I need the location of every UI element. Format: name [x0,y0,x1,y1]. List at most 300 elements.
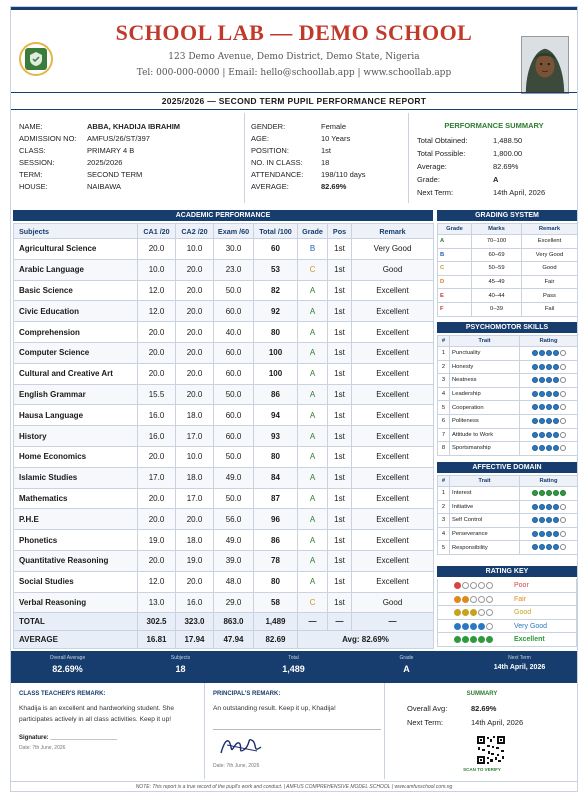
rating-dot-icon [546,432,552,438]
position-value: 1st [328,405,352,426]
ca2-score: 20.0 [176,259,214,280]
grading-remark: Good [522,262,578,276]
total-cell: — [298,613,328,631]
attendance-label: ATTENDANCE: [251,170,304,179]
ca2-score: 10.0 [176,239,214,260]
rating-key-row [437,593,577,607]
trait-number: 5 [438,401,450,415]
ca2-score: 20.0 [176,280,214,301]
rating-dot-icon [553,350,559,356]
position-value: 1st [321,146,332,155]
rating-dot-icon [454,582,461,589]
ca2-score: 20.0 [176,571,214,592]
rating-dot-icon [470,623,477,630]
summary-title: SUMMARY [466,691,498,697]
total-score: 100 [254,363,298,384]
perf-label: Grade: [417,175,440,184]
trait-number: 2 [438,360,450,374]
rating-dot-icon [532,364,538,370]
rating-dot-icon [532,504,538,510]
rating-dot-icon [486,609,493,616]
rating-dot-icon [560,377,566,383]
grade-value: A [298,446,328,467]
gender-value: Female [321,122,347,131]
strip-label: Total [288,655,299,661]
exam-score: 60.0 [214,301,254,322]
total-score: 92 [254,301,298,322]
average-cell: 17.94 [176,631,214,649]
ca2-score: 20.0 [176,384,214,405]
table-row [14,592,434,613]
trait-row [438,360,578,374]
perf-label: Total Possible: [417,149,466,158]
rating-dot-icon [532,531,538,537]
trait-row [438,374,578,388]
grading-remark: Very Good [522,248,578,262]
subject-name: Home Economics [14,446,138,467]
position-value: 1st [328,239,352,260]
rating-key-label: Good [514,609,532,616]
rating-indicator [532,544,566,550]
rating-dots [520,500,578,514]
col-header: Total /100 [254,224,298,239]
rating-dot-icon [546,404,552,410]
rating-dot-icon [553,517,559,523]
attendance-value: 198/110 days [321,170,366,179]
rating-dots [520,360,578,374]
strip-grade [350,655,463,674]
grade-value: A [298,322,328,343]
table-row [14,426,434,447]
table-row [14,280,434,301]
rating-dots [520,541,578,555]
exam-score: 60.0 [214,426,254,447]
position-value: 1st [328,571,352,592]
perf-value: 1,800.00 [493,149,523,158]
total-cell: 1,489 [254,613,298,631]
ca2-score: 17.0 [176,488,214,509]
rating-dot-icon [470,609,477,616]
perf-label: Total Obtained: [417,136,468,145]
rating-dot-icon [546,490,552,496]
footer-note: NOTE: This report is a true record of the pupil's work and conduct. | AMFUS COMPREHENSIVE MODEL SCHOOL | www.amfusschool.com.ng [11,781,577,792]
grade-value: A [298,405,328,426]
grade-value: A [298,342,328,363]
remark-value: Good [352,259,434,280]
ca1-score: 20.0 [138,509,176,530]
rating-dot-icon [546,445,552,451]
rating-key-row [437,620,577,634]
remark-value: Excellent [352,550,434,571]
rating-key-row [437,579,577,593]
trait-number: 3 [438,374,450,388]
exam-score: 49.0 [214,467,254,488]
rating-dots [520,401,578,415]
grading-marks: 60–69 [472,248,522,262]
rating-dot-icon [560,350,566,356]
position-label: POSITION: [251,146,289,155]
rating-dot-icon [486,596,493,603]
rating-dot-icon [560,391,566,397]
summary-box [385,683,578,779]
academic-table [13,223,434,649]
trait-name: Leadership [450,387,520,401]
student-info-col-1 [11,113,245,203]
gender-label: GENDER: [251,122,286,131]
exam-score: 56.0 [214,509,254,530]
no-in-class-label: NO. IN CLASS: [251,158,303,167]
rating-dot-icon [560,504,566,510]
grading-table [437,223,578,317]
rating-dot-icon [539,391,545,397]
summary-avg-label: Overall Avg: [407,704,448,713]
exam-score: 48.0 [214,571,254,592]
rating-key-indicator [454,596,493,603]
grading-grade: C [438,262,472,276]
rating-dot-icon [486,582,493,589]
grading-grade: F [438,302,472,316]
rating-dot-icon [560,517,566,523]
rating-key-label: Excellent [514,636,545,643]
rating-dot-icon [539,445,545,451]
rating-key-title: RATING KEY [437,566,577,577]
rating-dot-icon [560,432,566,438]
rating-indicator [532,404,566,410]
rating-dot-icon [553,404,559,410]
trait-name: Punctuality [450,347,520,361]
total-cell: — [352,613,434,631]
remark-value: Very Good [352,239,434,260]
rating-indicator [532,490,566,496]
grading-row [438,289,578,303]
rating-dot-icon [546,418,552,424]
grade-value: A [298,488,328,509]
grade-value: B [298,239,328,260]
subject-name: P.H.E [14,509,138,530]
subject-name: Agricultural Science [14,239,138,260]
subject-name: Social Studies [14,571,138,592]
average-label: AVERAGE: [251,182,289,191]
grade-value: A [298,550,328,571]
ca2-score: 20.0 [176,509,214,530]
rating-dot-icon [532,377,538,383]
rating-dot-icon [560,531,566,537]
trait-number: 6 [438,414,450,428]
grading-grade: B [438,248,472,262]
trait-row [438,414,578,428]
remark-value: Excellent [352,384,434,405]
table-row [14,405,434,426]
col-header: Subjects [14,224,138,239]
grade-value: C [298,592,328,613]
rating-dot-icon [546,377,552,383]
position-value: 1st [328,301,352,322]
position-value: 1st [328,259,352,280]
trait-row [438,401,578,415]
subject-name: Islamic Studies [14,467,138,488]
rating-key-label: Fair [514,595,527,603]
total-score: 86 [254,530,298,551]
strip-label: Subjects [170,655,191,661]
trait-row [438,541,578,555]
position-value: 1st [328,446,352,467]
position-value: 1st [328,592,352,613]
col-header: Grade [438,224,472,235]
strip-value: 18 [175,664,186,674]
grade-value: A [298,509,328,530]
rating-dots [520,387,578,401]
psychomotor-title: PSYCHOMOTOR SKILLS [437,322,577,333]
grade-value: A [298,426,328,447]
rating-dot-icon [532,404,538,410]
total-score: 58 [254,592,298,613]
grade-value: A [298,530,328,551]
strip-label: Grade [399,655,414,661]
rating-dot-icon [553,391,559,397]
grading-grade: E [438,289,472,303]
ca2-score: 17.0 [176,426,214,447]
rating-dot-icon [486,623,493,630]
trait-number: 4 [438,387,450,401]
ca1-score: 15.5 [138,384,176,405]
ca2-score: 20.0 [176,322,214,343]
rating-dot-icon [560,544,566,550]
trait-row [438,527,578,541]
total-score: 100 [254,342,298,363]
grading-marks: 40–44 [472,289,522,303]
perf-value: 1,488.50 [493,136,523,145]
table-row [14,239,434,260]
trait-name: Self Control [450,514,520,528]
total-score: 93 [254,426,298,447]
academic-performance-title: ACADEMIC PERFORMANCE [13,210,433,221]
grade-value: C [298,259,328,280]
rating-dot-icon [532,517,538,523]
rating-dot-icon [454,623,461,630]
rating-indicator [532,531,566,537]
qr-code-icon[interactable] [476,735,506,765]
rating-dot-icon [462,596,469,603]
house-label: HOUSE: [19,182,48,191]
total-score: 78 [254,550,298,571]
rating-dot-icon [539,404,545,410]
exam-score: 60.0 [214,363,254,384]
rating-dot-icon [553,504,559,510]
ca2-score: 18.0 [176,467,214,488]
col-header: CA2 /20 [176,224,214,239]
ca1-score: 20.0 [138,363,176,384]
school-address: 123 Demo Avenue, Demo District, Demo State, Nigeria [168,52,420,62]
school-header [11,10,577,94]
subject-name: Mathematics [14,488,138,509]
rating-key-row [437,633,577,647]
summary-strip [11,651,577,683]
age-label: AGE: [251,134,269,143]
ca1-score: 16.0 [138,405,176,426]
table-row [14,259,434,280]
rating-dot-icon [539,531,545,537]
rating-indicator [532,377,566,383]
principal-divider [213,729,381,730]
subject-name: Quantitative Reasoning [14,550,138,571]
rating-dot-icon [462,609,469,616]
ca1-score: 20.0 [138,322,176,343]
rating-dot-icon [532,544,538,550]
rating-dot-icon [478,596,485,603]
school-contact: Tel: 000-000-0000 | Email: hello@schoollab.app | www.schoollab.app [136,68,452,78]
affective-table [437,475,578,555]
remark-value: Excellent [352,405,434,426]
subject-name: Basic Science [14,280,138,301]
rating-dot-icon [553,418,559,424]
rating-dot-icon [553,445,559,451]
average-cell: 82.69 [254,631,298,649]
perf-value: 14th April, 2026 [493,188,546,197]
position-value: 1st [328,426,352,447]
principal-remark-text: An outstanding result. Keep it up, Khadija! [213,705,336,712]
remark-value: Excellent [352,363,434,384]
position-value: 1st [328,322,352,343]
rating-dot-icon [560,445,566,451]
grading-row [438,262,578,276]
exam-score: 50.0 [214,384,254,405]
trait-row [438,428,578,442]
rating-dot-icon [553,490,559,496]
strip-next-term [463,655,576,671]
rating-dot-icon [454,596,461,603]
rating-dot-icon [478,623,485,630]
student-name: ABBA, KHADIJA IBRAHIM [87,122,181,131]
total-cell: 863.0 [214,613,254,631]
name-label: NAME: [19,122,43,131]
summary-next-value: 14th April, 2026 [471,718,524,727]
average-cell: 16.81 [138,631,176,649]
rating-dot-icon [478,609,485,616]
affective-title: AFFECTIVE DOMAIN [437,462,577,473]
trait-name: Cooperation [450,401,520,415]
rating-dot-icon [553,432,559,438]
ca2-score: 20.0 [176,301,214,322]
total-score: 84 [254,467,298,488]
strip-total [237,655,350,674]
col-header: Exam /60 [214,224,254,239]
strip-value: 14th April, 2026 [493,664,546,671]
col-header: # [438,336,450,347]
total-row [14,613,434,631]
ca2-score: 18.0 [176,530,214,551]
exam-score: 23.0 [214,259,254,280]
total-score: 94 [254,405,298,426]
strip-subjects [124,655,237,674]
rating-dot-icon [478,636,485,643]
grading-row [438,302,578,316]
rating-dot-icon [539,364,545,370]
trait-name: Perseverance [450,527,520,541]
rating-dot-icon [454,609,461,616]
rating-dot-icon [546,517,552,523]
ca2-score: 20.0 [176,342,214,363]
rating-dot-icon [539,377,545,383]
ca2-score: 18.0 [176,405,214,426]
rating-dot-icon [470,636,477,643]
rating-dot-icon [532,391,538,397]
trait-name: Sportsmanship [450,442,520,456]
remark-value: Excellent [352,509,434,530]
average-cell: AVERAGE [14,631,138,649]
rating-indicator [532,391,566,397]
exam-score: 60.0 [214,405,254,426]
remark-value: Excellent [352,280,434,301]
rating-indicator [532,445,566,451]
principal-remark-title: PRINCIPAL'S REMARK: [213,691,281,697]
trait-row [438,500,578,514]
total-score: 96 [254,509,298,530]
subject-name: Verbal Reasoning [14,592,138,613]
trait-row [438,442,578,456]
ca1-score: 20.0 [138,239,176,260]
report-title: 2025/2026 — SECOND TERM PUPIL PERFORMANCE REPORT [11,92,577,110]
principal-remark-date: Date: 7th June, 2026 [213,763,260,769]
total-score: 80 [254,571,298,592]
trait-number: 4 [438,527,450,541]
ca2-score: 20.0 [176,363,214,384]
ca1-score: 20.0 [138,488,176,509]
session-label: SESSION: [19,158,55,167]
grading-marks: 50–59 [472,262,522,276]
rating-dot-icon [462,582,469,589]
trait-name: Interest [450,487,520,501]
subject-name: Arabic Language [14,259,138,280]
session-value: 2025/2026 [87,158,123,167]
student-info-col-2 [245,113,409,203]
trait-number: 8 [438,442,450,456]
rating-indicator [532,432,566,438]
ca1-score: 10.0 [138,259,176,280]
trait-number: 7 [438,428,450,442]
grading-remark: Fair [522,275,578,289]
ca1-score: 20.0 [138,550,176,571]
exam-score: 50.0 [214,280,254,301]
rating-key-indicator [454,609,493,616]
grading-marks: 45–49 [472,275,522,289]
total-cell: — [328,613,352,631]
rating-dots [520,414,578,428]
exam-score: 40.0 [214,322,254,343]
ca1-score: 12.0 [138,301,176,322]
ca1-score: 19.0 [138,530,176,551]
rating-dot-icon [532,490,538,496]
exam-score: 50.0 [214,488,254,509]
trait-number: 2 [438,500,450,514]
trait-name: Responsibility [450,541,520,555]
strip-value: 1,489 [282,664,305,674]
col-header: Trait [450,336,520,347]
position-value: 1st [328,363,352,384]
grade-value: A [298,280,328,301]
rating-dot-icon [546,531,552,537]
rating-dot-icon [539,544,545,550]
col-header: Pos [328,224,352,239]
grading-row [438,248,578,262]
rating-indicator [532,350,566,356]
rating-key-label: Poor [514,582,529,589]
rating-dots [520,374,578,388]
rating-dot-icon [546,364,552,370]
rating-dots [520,514,578,528]
term-label: TERM: [19,170,43,179]
trait-name: Initiative [450,500,520,514]
rating-indicator [532,418,566,424]
